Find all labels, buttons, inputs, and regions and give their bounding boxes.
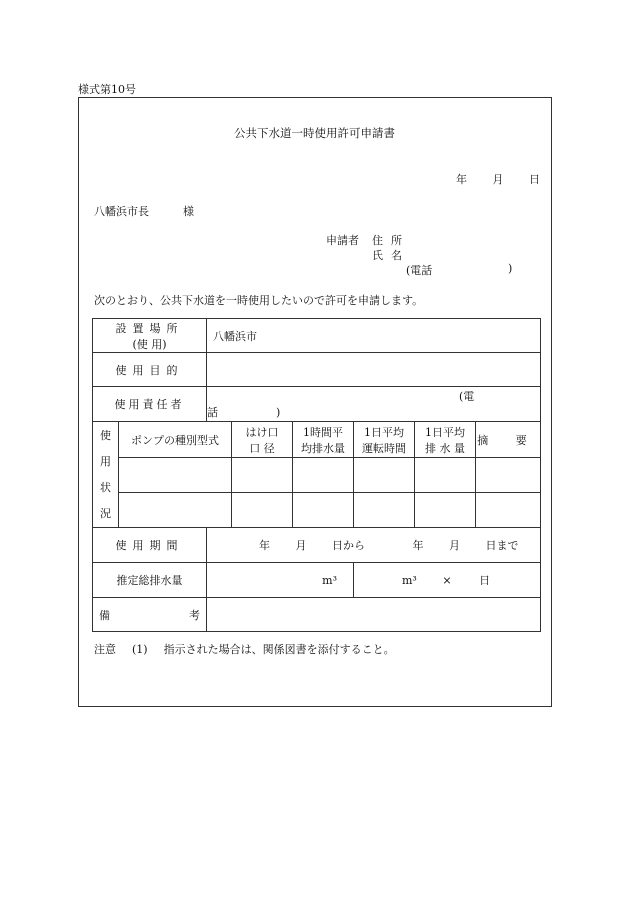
col-daily-volume-1: 1日平均 [425, 425, 465, 439]
form-title: 公共下水道一時使用許可申請書 [234, 126, 395, 140]
total-value[interactable] [207, 563, 354, 598]
period-label: 使用期間 [93, 528, 207, 563]
location-sublabel: (使 用) [132, 337, 167, 351]
period-to-year: 年 [412, 539, 424, 552]
application-table [92, 318, 541, 632]
purpose-value[interactable] [207, 353, 541, 387]
location-value[interactable]: 八幡浜市 [207, 319, 541, 353]
usage-cell[interactable] [232, 458, 293, 493]
usage-char-1: 使 [100, 428, 111, 442]
remarks-label-2: 考 [189, 608, 200, 622]
period-from-day: 日から [332, 539, 365, 552]
col-hourly-1: 1時間平 [303, 425, 343, 439]
location-label-cell [93, 319, 207, 353]
manager-row [93, 387, 541, 422]
applicant-tel-close: ) [508, 262, 513, 275]
usage-cell[interactable] [354, 458, 415, 493]
usage-cell[interactable] [415, 493, 476, 528]
usage-cell[interactable] [476, 493, 541, 528]
period-to-day: 日まで [485, 539, 519, 552]
period-from-month: 月 [295, 539, 307, 552]
purpose-label: 使用目的 [93, 353, 207, 387]
period-to-month: 月 [449, 539, 460, 552]
period-from-year: 年 [259, 539, 270, 552]
usage-cell[interactable] [415, 458, 476, 493]
col-outlet-1: はけ口 [245, 425, 279, 439]
usage-label [93, 422, 119, 528]
manager-label: 使用責任者 [93, 387, 207, 422]
total-row [93, 563, 541, 598]
usage-cell[interactable] [293, 493, 354, 528]
notice-item-number: (1) [132, 643, 148, 656]
addressee-honorific: 様 [183, 205, 194, 218]
usage-row-2 [93, 493, 541, 528]
total-calc[interactable] [354, 563, 541, 598]
usage-cell[interactable] [119, 493, 232, 528]
date-month: 月 [492, 173, 504, 186]
col-daily-time-1: 1日平均 [364, 425, 404, 439]
total-label: 推定総排水量 [93, 563, 207, 598]
applicant-address-label: 住所 [372, 234, 410, 247]
usage-cell[interactable] [476, 458, 541, 493]
addressee-name: 八幡浜市長 [94, 205, 149, 218]
date-year: 年 [456, 173, 467, 186]
col-daily-volume-2: 排 水 量 [425, 441, 465, 455]
calc-times: × [442, 574, 452, 587]
usage-cell[interactable] [232, 493, 293, 528]
addressee [94, 203, 194, 219]
period-row [93, 528, 541, 563]
purpose-row [93, 353, 541, 387]
remarks-value[interactable] [207, 598, 541, 632]
col-pump-type: ポンプの種別型式 [119, 422, 232, 458]
manager-tel-close: ) [276, 406, 281, 419]
period-value[interactable] [207, 528, 541, 563]
applicant-tel-label: (電話 [406, 264, 433, 277]
usage-char-2: 用 [100, 454, 111, 468]
calc-unit: m³ [402, 574, 417, 587]
notice-label: 注意 [94, 643, 116, 656]
date-day: 日 [529, 173, 540, 186]
calc-days: 日 [479, 574, 491, 587]
col-daily-time [354, 422, 415, 458]
col-remarks: 摘 要 [476, 422, 541, 458]
usage-char-3: 状 [100, 480, 111, 494]
col-daily-time-2: 運転時間 [362, 441, 406, 455]
notice-text: 指示された場合は、関係図書を添付すること。 [163, 643, 395, 656]
location-label: 設置場所 [115, 321, 184, 335]
applicant-label: 申請者 [326, 234, 359, 247]
col-outlet-2: 口 径 [249, 441, 275, 455]
remarks-label-1: 備 [99, 608, 110, 622]
usage-cell[interactable] [293, 458, 354, 493]
remarks-label [93, 598, 207, 632]
notice [94, 641, 395, 657]
col-hourly-2: 均排水量 [301, 441, 345, 455]
usage-header-row [93, 422, 541, 458]
form-number: 様式第10号 [78, 83, 136, 96]
usage-cell[interactable] [354, 493, 415, 528]
usage-char-4: 況 [100, 506, 111, 520]
remarks-row [93, 598, 541, 632]
col-hourly [293, 422, 354, 458]
applicant-name-label: 氏名 [372, 249, 410, 262]
col-outlet [232, 422, 293, 458]
intro-text: 次のとおり、公共下水道を一時使用したいので許可を申請します。 [94, 294, 424, 307]
usage-cell[interactable] [119, 458, 232, 493]
manager-tel-label: (電話 [207, 390, 475, 419]
location-row [93, 319, 541, 353]
col-daily-volume [415, 422, 476, 458]
date-line [456, 171, 540, 187]
total-unit: m³ [322, 573, 337, 587]
usage-row-1 [93, 458, 541, 493]
manager-value[interactable] [207, 387, 541, 422]
